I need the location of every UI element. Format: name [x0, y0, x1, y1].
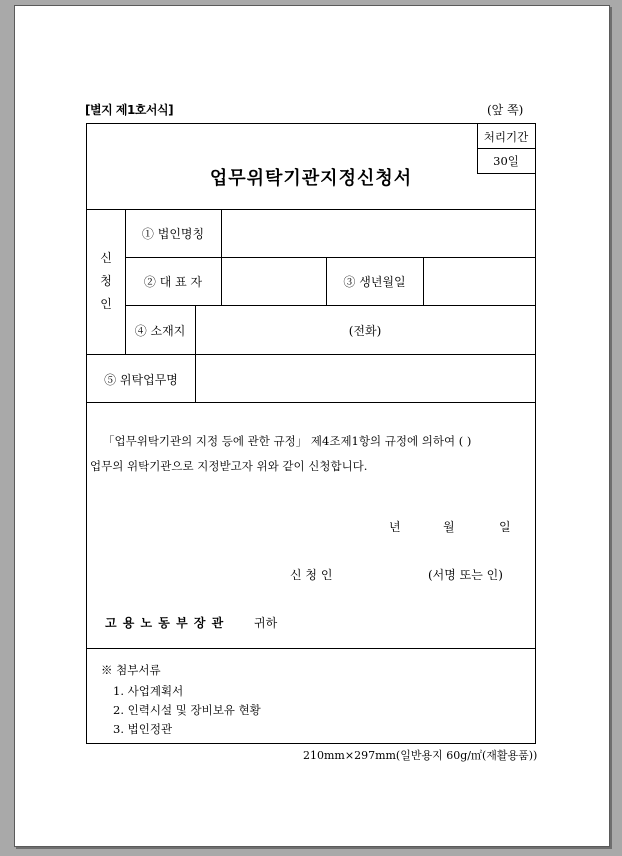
recipient-honorific: 귀하: [254, 616, 278, 630]
attachments-heading: ※ 첨부서류: [101, 663, 161, 677]
form-number-label: [별지 제1호서식]: [85, 103, 174, 117]
paper-spec-footer: 210mm×297mm(일반용지 60g/㎡(재활용품)): [303, 749, 538, 762]
recipient-minister: 고 용 노 동 부 장 관: [105, 616, 225, 630]
applicant-section-label: 신 청 인: [100, 251, 112, 311]
signature-or-seal-label: (서명 또는 인): [428, 568, 503, 582]
statement-line-2: 업무의 위탁기관으로 지정받고자 위와 같이 신청합니다.: [90, 459, 368, 473]
phone-label: (전화): [348, 324, 382, 338]
attachment-item: 3. 법인정관: [113, 722, 173, 736]
applicant-signature-label: 신 청 인: [290, 568, 333, 582]
date-day-label: 일: [499, 520, 511, 534]
form-title: 업무위탁기관지정신청서: [209, 168, 413, 189]
document-page: [14, 5, 610, 847]
attachment-item: 1. 사업계획서: [113, 684, 184, 698]
date-month-label: 월: [443, 520, 455, 534]
representative-label: ② 대 표 자: [143, 275, 203, 289]
birth-date-label: ③ 생년월일: [343, 275, 406, 289]
front-side-label: (앞 쪽): [487, 103, 524, 117]
date-year-label: 년: [389, 520, 401, 534]
attachment-item: 2. 인력시설 및 장비보유 현황: [113, 703, 261, 717]
entrusted-work-label: ⑤ 위탁업무명: [104, 373, 178, 387]
statement-line-1: 「업무위탁기관의 지정 등에 관한 규정」 제4조제1항의 규정에 의하여 ( ): [103, 434, 472, 448]
corporation-name-label: ① 법인명칭: [141, 227, 205, 241]
processing-period-value: 30일: [493, 154, 519, 168]
processing-period-label: 처리기간: [483, 130, 529, 144]
application-form: [86, 123, 536, 744]
address-label: ④ 소재지: [134, 324, 186, 338]
